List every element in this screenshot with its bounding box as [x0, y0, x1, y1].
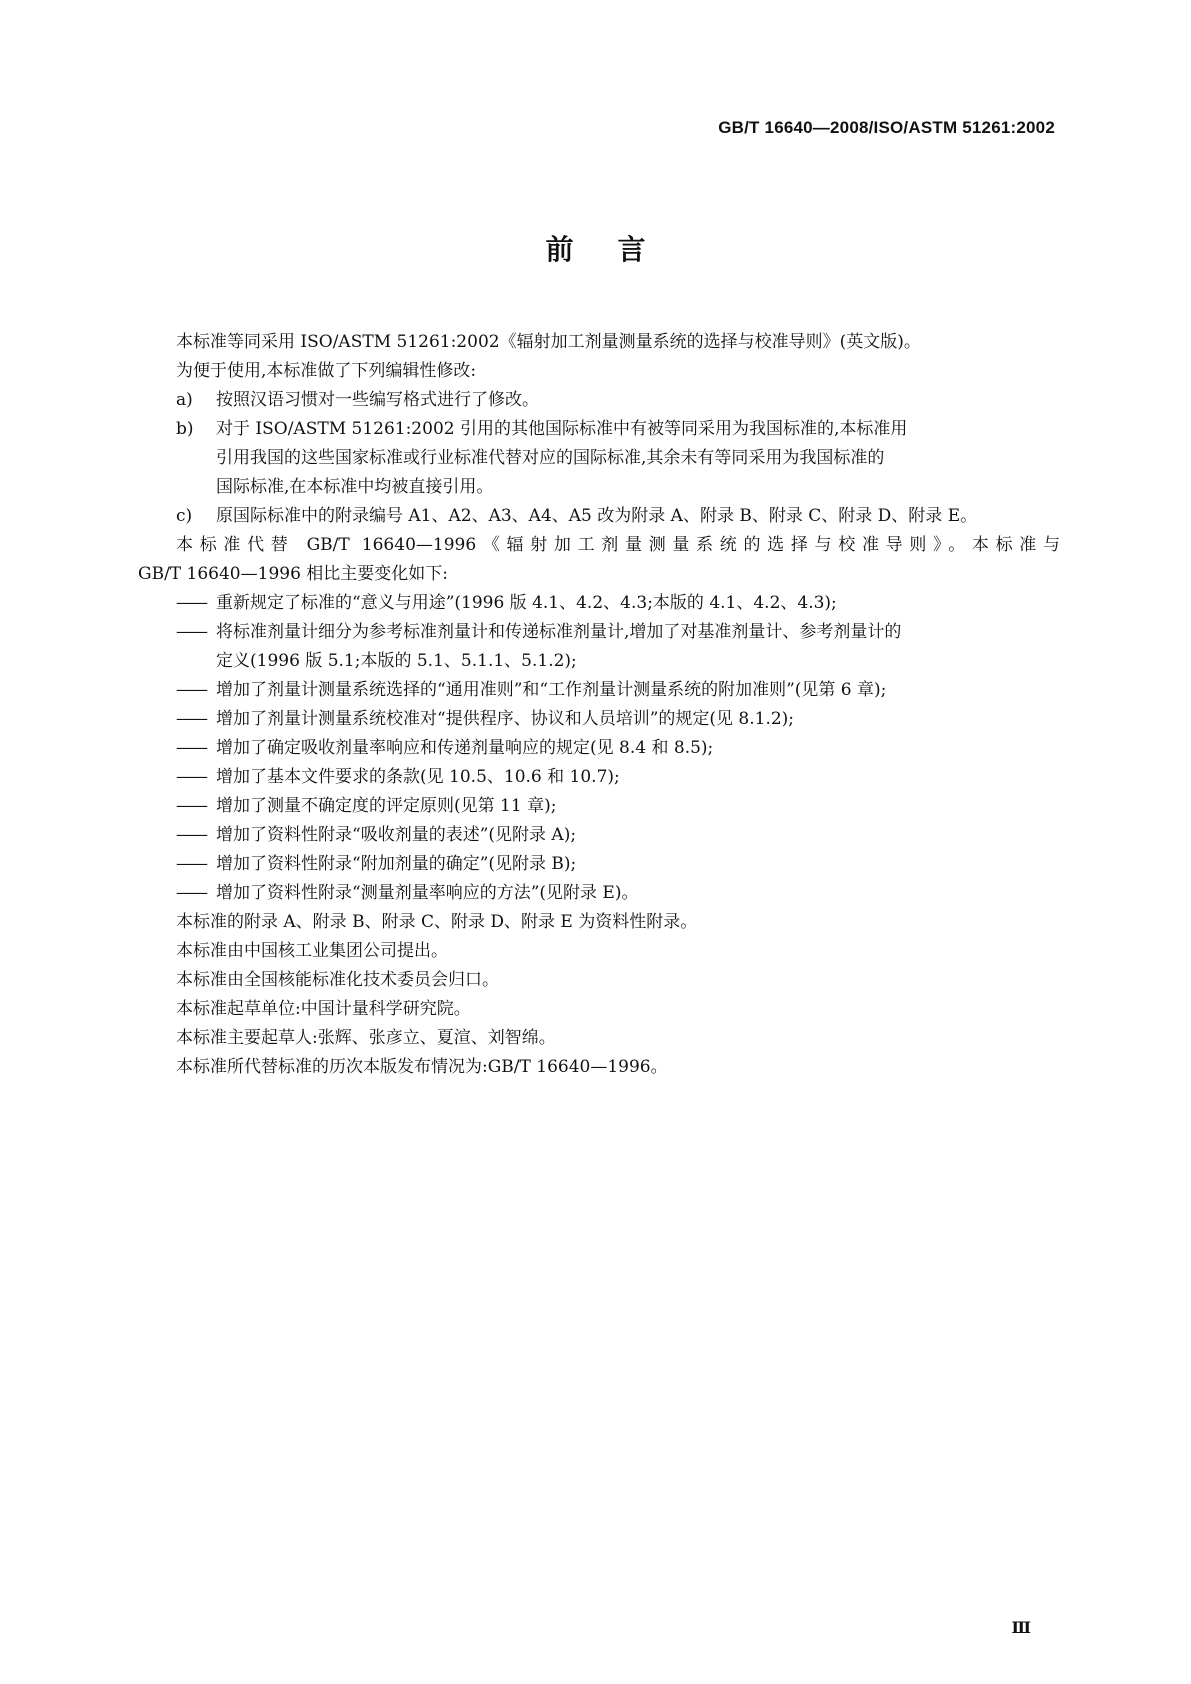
dash-marker: —— — [176, 622, 206, 642]
change-line: 增加了资料性附录“附加剂量的确定”(见附录 B); — [216, 854, 577, 874]
change-line: 定义(1996 版 5.1;本版的 5.1、5.1.1、5.1.2); — [216, 651, 577, 671]
dash-marker: —— — [176, 796, 206, 816]
change-item — [138, 879, 1060, 908]
administrator-statement: 本标准由全国核能标准化技术委员会归口。 — [176, 970, 499, 990]
item-text — [216, 386, 1060, 415]
dash-marker: —— — [176, 738, 206, 758]
drafting-unit-statement: 本标准起草单位:中国计量科学研究院。 — [176, 999, 471, 1019]
editorial-item-c — [138, 502, 1060, 531]
item-line: 按照汉语习惯对一些编写格式进行了修改。 — [216, 390, 539, 410]
change-line: 增加了基本文件要求的条款(见 10.5、10.6 和 10.7); — [216, 767, 620, 787]
change-item — [138, 821, 1060, 850]
annex-statement: 本标准的附录 A、附录 B、附录 C、附录 D、附录 E 为资料性附录。 — [176, 912, 698, 932]
change-line: 增加了剂量计测量系统选择的“通用准则”和“工作剂量计测量系统的附加准则”(见第 6 章); — [216, 680, 887, 700]
item-line: 国际标准,在本标准中均被直接引用。 — [216, 477, 494, 497]
page-number: Ⅲ — [1011, 1620, 1031, 1637]
change-item — [138, 792, 1060, 821]
editorial-item-b — [138, 415, 1060, 502]
dash-marker: —— — [176, 767, 206, 787]
previous-editions-statement: 本标准所代替标准的历次本版发布情况为:GB/T 16640—1996。 — [176, 1057, 668, 1077]
change-item — [138, 705, 1060, 734]
item-text — [216, 415, 1060, 502]
dash-marker: —— — [176, 825, 206, 845]
dash-marker: —— — [176, 854, 206, 874]
dash-marker: —— — [176, 680, 206, 700]
change-item — [138, 618, 1060, 676]
item-line: 对于 ISO/ASTM 51261:2002 引用的其他国际标准中有被等同采用为我国标准的,本标准用 — [216, 419, 908, 439]
item-label: b) — [176, 419, 194, 439]
change-item — [138, 850, 1060, 879]
change-line: 将标准剂量计细分为参考标准剂量计和传递标准剂量计,增加了对基准剂量计、参考剂量计的 — [216, 622, 902, 642]
change-item — [138, 676, 1060, 705]
change-line: 增加了确定吸收剂量率响应和传递剂量响应的规定(见 8.4 和 8.5); — [216, 738, 714, 758]
drafters-statement: 本标准主要起草人:张辉、张彦立、夏渲、刘智绵。 — [176, 1028, 556, 1048]
page-title: 前言 — [545, 233, 690, 266]
replacement-paragraph-line-1: 本标准代替 GB/T 16640—1996《辐射加工剂量测量系统的选择与校准导则》。本标准与 — [176, 535, 1060, 555]
proposer-statement: 本标准由中国核工业集团公司提出。 — [176, 941, 448, 961]
foreword-body — [138, 328, 1060, 1082]
item-label: c) — [176, 506, 193, 526]
change-line: 增加了资料性附录“吸收剂量的表述”(见附录 A); — [216, 825, 577, 845]
standard-code-header: GB/T 16640—2008/ISO/ASTM 51261:2002 — [718, 118, 1055, 137]
change-item — [138, 763, 1060, 792]
dash-marker: —— — [176, 883, 206, 903]
change-item — [138, 734, 1060, 763]
change-line: 重新规定了标准的“意义与用途”(1996 版 4.1、4.2、4.3;本版的 4.1、4.2、4.3); — [216, 593, 837, 613]
change-line: 增加了资料性附录“测量剂量率响应的方法”(见附录 E)。 — [216, 883, 639, 903]
item-label: a) — [176, 390, 193, 410]
change-line: 增加了剂量计测量系统校准对“提供程序、协议和人员培训”的规定(见 8.1.2); — [216, 709, 795, 729]
dash-marker: —— — [176, 593, 206, 613]
editorial-changes-intro: 为便于使用,本标准做了下列编辑性修改: — [176, 361, 477, 381]
replacement-paragraph-line-2: GB/T 16640—1996 相比主要变化如下: — [138, 564, 449, 584]
change-line: 增加了测量不确定度的评定原则(见第 11 章); — [216, 796, 557, 816]
dash-marker: —— — [176, 709, 206, 729]
change-item — [138, 589, 1060, 618]
item-text — [216, 502, 1060, 531]
item-line: 原国际标准中的附录编号 A1、A2、A3、A4、A5 改为附录 A、附录 B、附录 C、附录 D、附录 E。 — [216, 506, 978, 526]
editorial-item-a — [138, 386, 1060, 415]
item-line: 引用我国的这些国家标准或行业标准代替对应的国际标准,其余未有等同采用为我国标准的 — [216, 448, 885, 468]
adoption-paragraph: 本标准等同采用 ISO/ASTM 51261:2002《辐射加工剂量测量系统的选择与校准导则》(英文版)。 — [176, 332, 921, 352]
